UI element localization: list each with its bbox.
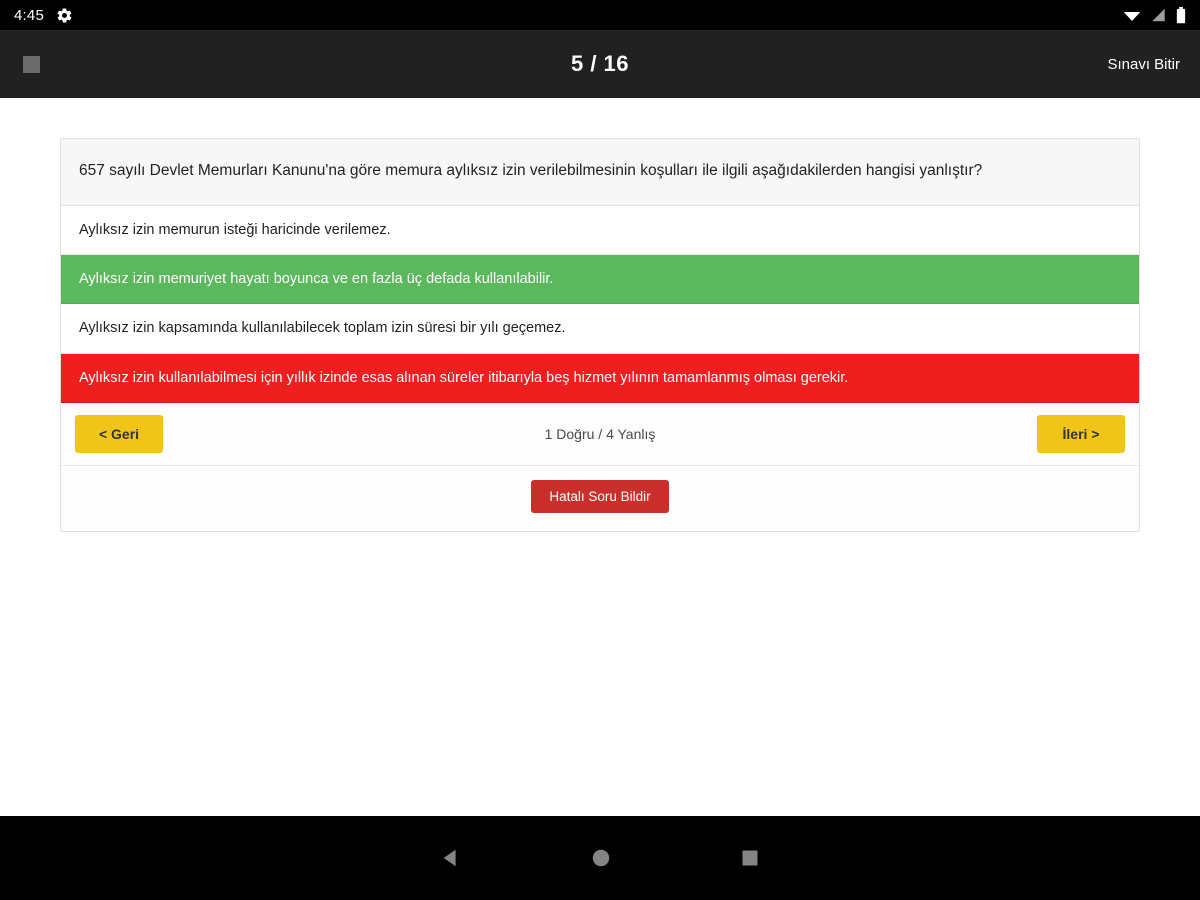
signal-icon [1151, 8, 1166, 22]
status-bar-left [14, 7, 73, 24]
status-bar [0, 0, 1200, 30]
option-c[interactable]: Aylıksız izin kapsamında kullanılabilecek toplam izin süresi bir yılı geçemez. [61, 304, 1139, 353]
gear-icon[interactable] [56, 7, 73, 24]
finish-exam-button[interactable]: Sınavı Bitir [1107, 55, 1180, 73]
triangle-back-icon[interactable] [440, 847, 462, 869]
next-question-button[interactable]: İleri > [1037, 415, 1125, 453]
page-title: 5 / 16 [570, 51, 630, 76]
option-a[interactable]: Aylıksız izin memurun isteği haricinde verilemez. [61, 206, 1139, 255]
app-bar [0, 30, 1200, 98]
battery-icon [1176, 7, 1186, 24]
wifi-icon [1123, 8, 1141, 22]
status-clock: 4:45 [14, 6, 44, 24]
square-recents-icon[interactable] [740, 848, 760, 868]
navigation-row [61, 403, 1139, 466]
quiz-card [60, 138, 1140, 532]
option-b[interactable]: Aylıksız izin memuriyet hayatı boyunca ve en fazla üç defada kullanılabilir. [61, 255, 1139, 304]
question-text: 657 sayılı Devlet Memurları Kanunu'na göre memura aylıksız izin verilebilmesinin koşulları ile ilgili aşağıdakilerden hangisi yanlıştır? [61, 139, 1139, 206]
status-bar-right [1123, 7, 1186, 24]
option-d[interactable]: Aylıksız izin kullanılabilmesi için yıllık izinde esas alınan süreler itibarıyla beş hizmet yılının tamamlanmış olması gerekir. [61, 354, 1139, 403]
report-question-button[interactable]: Hatalı Soru Bildir [531, 480, 668, 513]
menu-square-icon[interactable] [18, 51, 44, 77]
score-status: 1 Doğru / 4 Yanlış [544, 425, 656, 442]
report-row [61, 466, 1139, 531]
circle-home-icon[interactable] [590, 847, 612, 869]
previous-question-button[interactable]: < Geri [75, 415, 163, 453]
system-navigation-bar [0, 816, 1200, 900]
main-content [0, 98, 1200, 816]
